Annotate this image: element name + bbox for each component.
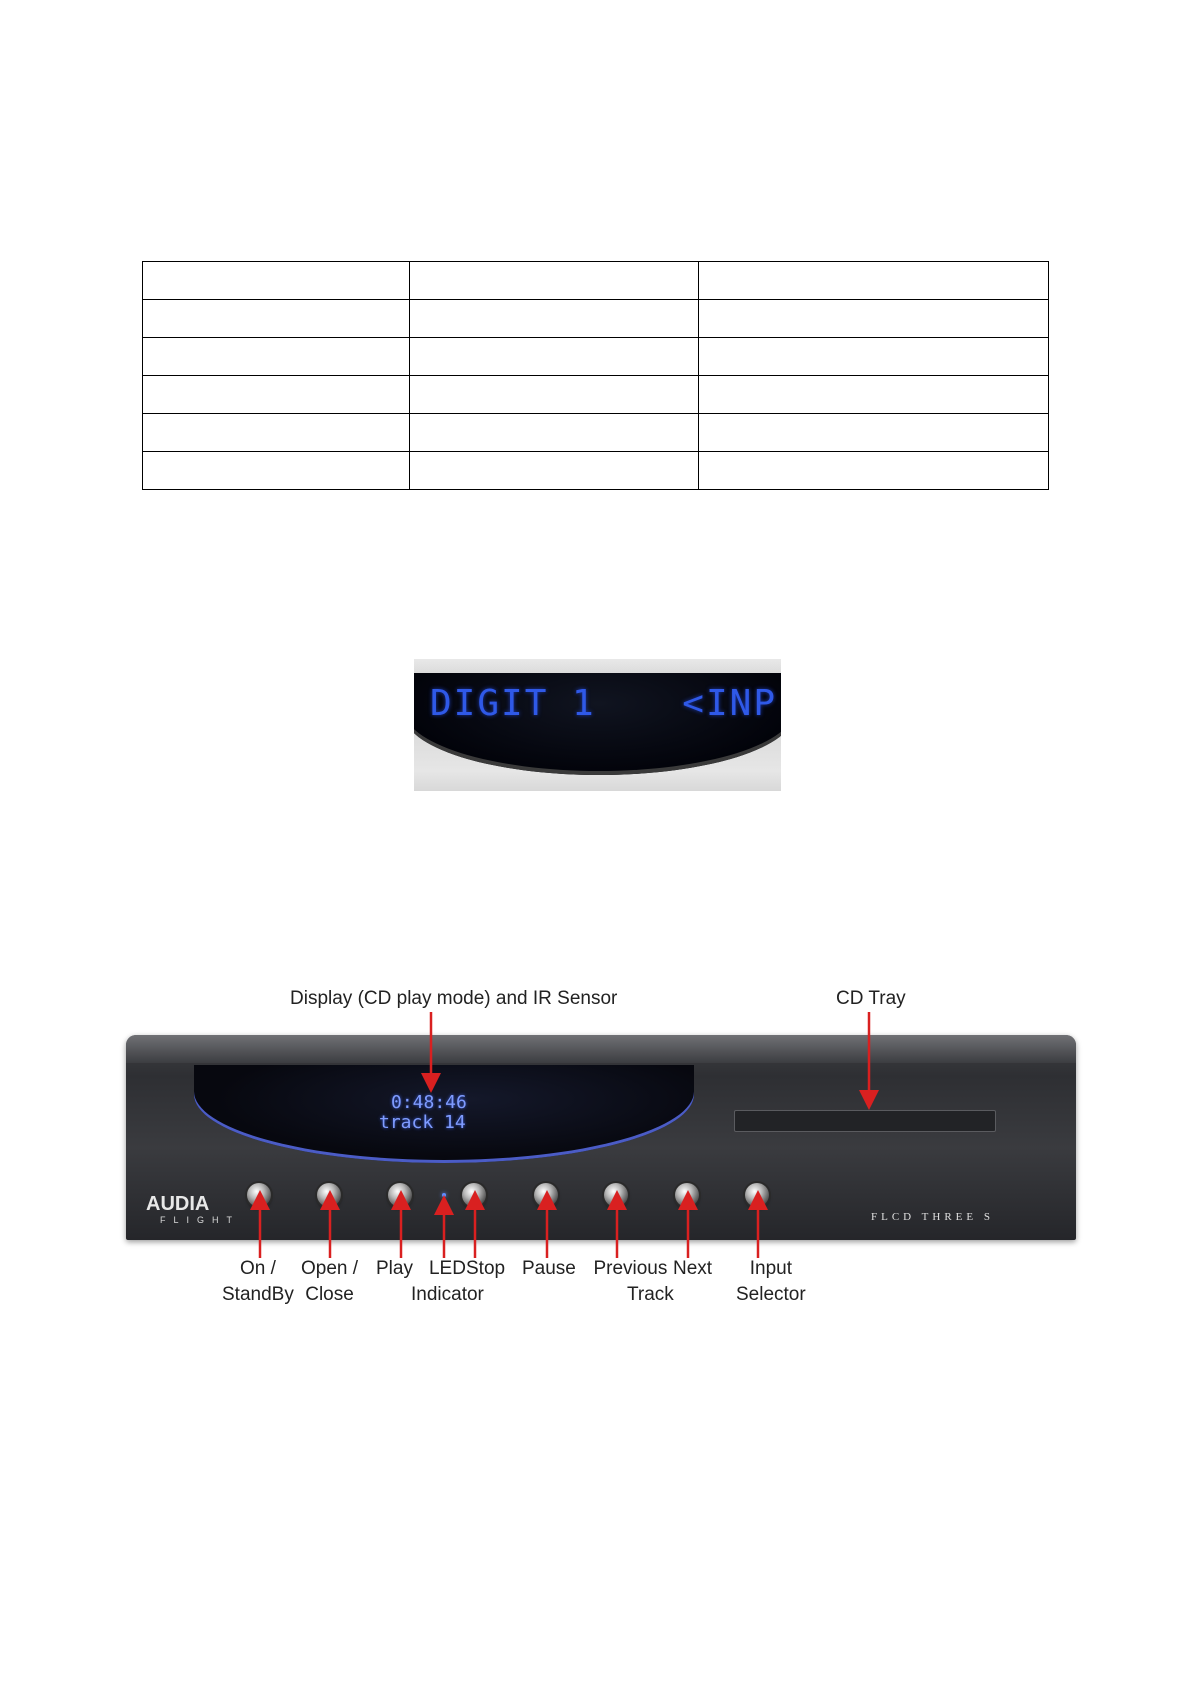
led-indicator bbox=[442, 1193, 446, 1197]
display-input-indicator: <INP bbox=[682, 683, 777, 724]
table-row bbox=[143, 452, 1049, 490]
table-row bbox=[143, 338, 1049, 376]
play-button[interactable] bbox=[388, 1183, 412, 1207]
spec-table bbox=[142, 261, 1049, 490]
table-cell bbox=[143, 262, 410, 300]
label-on-standby-line1: On / bbox=[239, 1258, 276, 1279]
display-time: 0:48:46 bbox=[391, 1092, 467, 1113]
label-on-standby-line2: StandBy bbox=[222, 1284, 294, 1305]
table-cell bbox=[410, 300, 699, 338]
table-row bbox=[143, 376, 1049, 414]
open-close-button[interactable] bbox=[317, 1183, 341, 1207]
table-cell bbox=[410, 376, 699, 414]
label-open-close-line1: Open / bbox=[301, 1258, 359, 1279]
label-cd-tray: CD Tray bbox=[836, 988, 906, 1009]
previous-track-button[interactable] bbox=[604, 1183, 628, 1207]
table-cell bbox=[699, 338, 1049, 376]
input-selector-button[interactable] bbox=[745, 1183, 769, 1207]
table-cell bbox=[699, 414, 1049, 452]
table-cell bbox=[410, 452, 699, 490]
label-pause-line1: Pause bbox=[522, 1258, 576, 1279]
panel-top-edge bbox=[126, 1035, 1076, 1063]
display-track: track 14 bbox=[379, 1112, 466, 1133]
display-input-name: DIGIT 1 bbox=[430, 683, 596, 724]
label-previous-line1: Previous bbox=[593, 1258, 668, 1279]
cd-player-front-panel bbox=[126, 1035, 1076, 1240]
label-open-close-line2: Close bbox=[305, 1284, 354, 1305]
label-next bbox=[673, 1256, 712, 1282]
table-row bbox=[143, 262, 1049, 300]
table-cell bbox=[410, 414, 699, 452]
table-cell bbox=[143, 300, 410, 338]
label-next-line1: Next bbox=[673, 1258, 713, 1279]
on-standby-button[interactable] bbox=[247, 1183, 271, 1207]
table-row bbox=[143, 414, 1049, 452]
table-cell bbox=[699, 452, 1049, 490]
table-cell bbox=[699, 262, 1049, 300]
brand-logo: AUDIA bbox=[146, 1193, 210, 1215]
table-cell bbox=[143, 452, 410, 490]
label-input-line1: Input bbox=[749, 1258, 792, 1279]
label-input-selector bbox=[736, 1256, 806, 1308]
label-stop-line1: Stop bbox=[466, 1258, 506, 1279]
label-display-ir-sensor: Display (CD play mode) and IR Sensor bbox=[290, 988, 618, 1009]
brand-logo-sub: FLIGHT bbox=[160, 1215, 241, 1225]
table-cell bbox=[699, 300, 1049, 338]
cd-tray-slot[interactable] bbox=[734, 1110, 996, 1132]
label-play bbox=[376, 1256, 413, 1282]
label-open-close bbox=[301, 1256, 358, 1308]
table-cell bbox=[143, 414, 410, 452]
table-row bbox=[143, 300, 1049, 338]
label-previous-line2: Track bbox=[627, 1284, 674, 1305]
table-cell bbox=[410, 262, 699, 300]
label-pause bbox=[522, 1256, 576, 1282]
table-cell bbox=[143, 338, 410, 376]
label-input-line2: Selector bbox=[736, 1284, 806, 1305]
table-cell bbox=[143, 376, 410, 414]
input-display-photo bbox=[414, 659, 781, 791]
table-cell bbox=[410, 338, 699, 376]
label-led-line2: Indicator bbox=[411, 1284, 484, 1305]
next-button[interactable] bbox=[675, 1183, 699, 1207]
label-on-standby bbox=[222, 1256, 294, 1308]
model-name: FLCD THREE S bbox=[871, 1211, 994, 1223]
table-cell bbox=[699, 376, 1049, 414]
label-led-line1: LED bbox=[428, 1258, 466, 1279]
label-previous-track bbox=[587, 1256, 674, 1308]
stop-button[interactable] bbox=[462, 1183, 486, 1207]
pause-button[interactable] bbox=[534, 1183, 558, 1207]
label-stop bbox=[466, 1256, 505, 1282]
spec-table-body bbox=[143, 262, 1049, 490]
label-play-line1: Play bbox=[376, 1258, 413, 1279]
